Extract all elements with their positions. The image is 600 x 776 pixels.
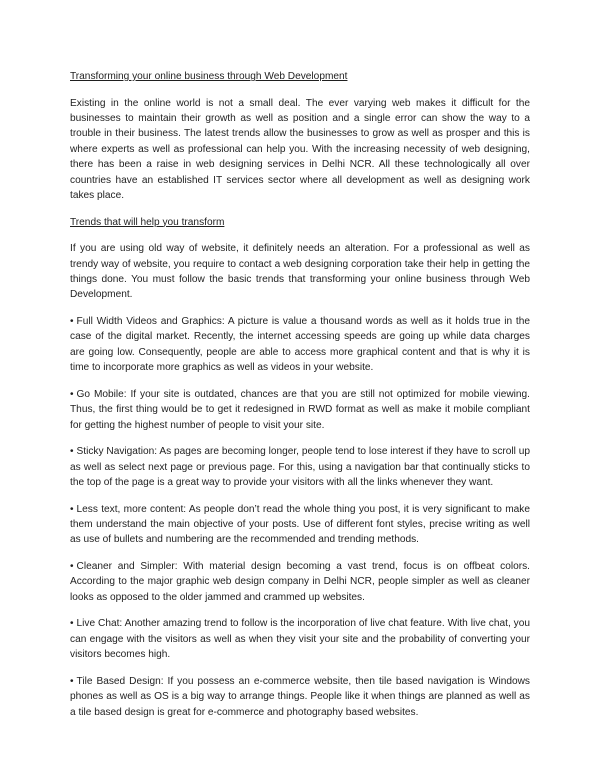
bullet-item — [70, 674, 530, 720]
bullet-glyph: • — [70, 618, 74, 630]
bullet-text: Tile Based Design: If you possess an e-commerce website, then tile based navigation is Windows phones as well as OS is a big way to arrange things. People like it when things are planned as well as a tile based design is great for e-commerce and photography based websites. — [70, 675, 530, 718]
bullet-item — [70, 314, 530, 376]
bullet-text: Less text, more content: As people don’t read the whole thing you post, it is very significant to make them understand the main objective of your posts. Use of different font styles, precise writing as well as use of bullets and numbering are the recommended and trending methods. — [70, 503, 530, 546]
bullet-glyph: • — [70, 675, 74, 687]
bullet-text: Go Mobile: If your site is outdated, chances are that you are still not optimized for mobile viewing. Thus, the first thing would be to get it redesigned in RWD format as well as make it mobile compliant for getting the highest number of people to visit your site. — [70, 388, 530, 431]
bullet-item — [70, 444, 530, 490]
bullet-item — [70, 559, 530, 605]
bullet-glyph: • — [70, 316, 74, 328]
bullet-item — [70, 616, 530, 662]
bullet-text: Full Width Videos and Graphics: A picture is value a thousand words as well as it holds true in the case of the digital market. Recently, the internet accessing speeds are going up while data charges are going low. Consequently, people are able to access more graphical content and that is why it is time to incorporate more graphics as well as videos in your website. — [70, 316, 530, 374]
lead-paragraph: If you are using old way of website, it definitely needs an alteration. For a professional as well as trendy way of website, you require to contact a web designing corporation take their help in getting the things done. You must follow the basic trends that transforming your online business through Web Development. — [70, 243, 530, 301]
document-title: Transforming your online business through Web Development — [70, 71, 348, 82]
bullet-glyph: • — [70, 446, 74, 458]
bullet-item — [70, 502, 530, 548]
bullet-glyph: • — [70, 388, 74, 400]
bullet-glyph: • — [70, 503, 74, 515]
bullet-glyph: • — [70, 561, 74, 573]
bullet-text: Cleaner and Simpler: With material design becoming a vast trend, focus is on offbeat colors. According to the major graphic web design company in Delhi NCR, people simpler as well as cleaner looks as opposed to the older jammed and crammed up websites. — [70, 561, 530, 603]
bullet-list — [70, 314, 530, 720]
section-heading: Trends that will help you transform — [70, 216, 225, 228]
intro-paragraph: Existing in the online world is not a small deal. The ever varying web makes it difficult for the businesses to maintain their growth as well as position and a single error can show the way to a trouble in their business. The latest trends allow the businesses to grow as well as prosper and this is where experts as well as professional can help you. With the increasing necessity of web designing, there has been a raise in web designing services in Delhi NCR. All these technologically all over countries have an established IT services sector where all development as well as designing work takes place. — [70, 97, 530, 202]
bullet-text: Live Chat: Another amazing trend to follow is the incorporation of live chat feature. With live chat, you can engage with the visitors as well as when they visit your site and the probability of converting your visitors becomes high. — [70, 618, 530, 661]
bullet-item — [70, 387, 530, 433]
bullet-text: Sticky Navigation: As pages are becoming longer, people tend to lose interest if they have to scroll up as well as select next page or previous page. For this, using a navigation bar that continually sticks to the top of the page is a great way to provide your visitors with all the links whenever they want. — [70, 446, 530, 489]
document-body — [70, 69, 530, 731]
